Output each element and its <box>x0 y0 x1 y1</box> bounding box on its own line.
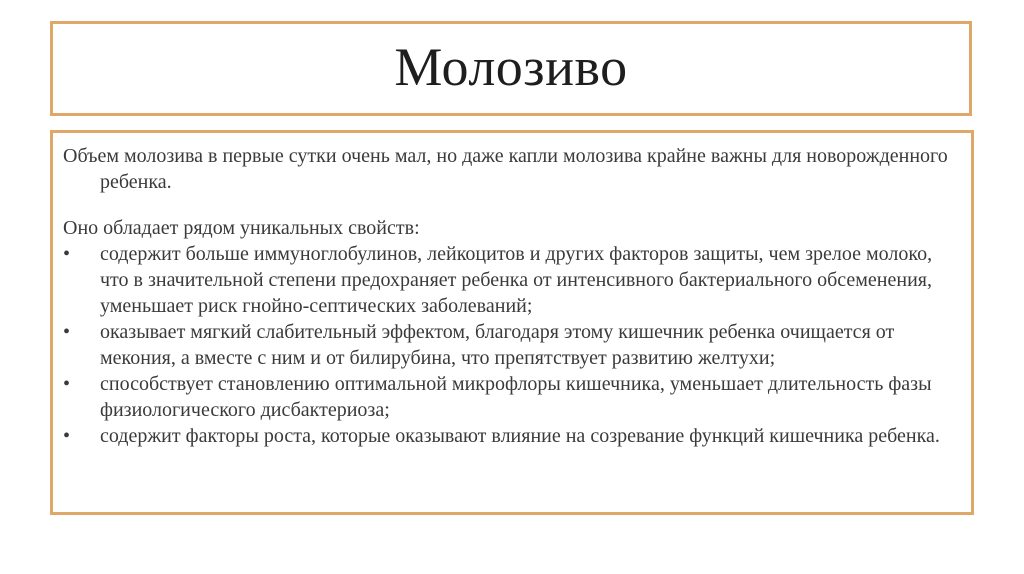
list-item-text: способствует становлению оптимальной микрофлоры кишечника, уменьшает длительность фазы физиологического дисбактериоза; <box>100 373 932 421</box>
content-box <box>50 130 974 515</box>
properties-intro: Оно обладает рядом уникальных свойств: <box>63 217 420 239</box>
list-item-text: содержит факторы роста, которые оказывают влияние на созревание функций кишечника ребенка. <box>100 425 940 447</box>
list-item <box>63 423 959 449</box>
properties-list <box>63 241 959 449</box>
list-item-text: оказывает мягкий слабительный эффектом, благодаря этому кишечник ребенка очищается от мекония, а вместе с ним и от билирубина, что препятствует развитию желтухи; <box>100 321 895 369</box>
list-item <box>63 319 959 371</box>
intro-paragraph: Объем молозива в первые сутки очень мал, но даже капли молозива крайне важны для новорожденного ребенка. <box>63 145 948 193</box>
list-item <box>63 241 959 319</box>
title-box <box>50 21 972 116</box>
bullet-icon: • <box>63 425 71 447</box>
list-item-text: содержит больше иммуноглобулинов, лейкоцитов и других факторов защиты, чем зрелое молоко, что в значительной степени предохраняет ребенка от интенсивного бактериального обсеменения, уменьшает риск гнойно-септических заболеваний; <box>100 243 933 317</box>
bullet-icon: • <box>63 321 71 343</box>
bullet-icon: • <box>63 243 71 265</box>
slide-title: Молозиво <box>394 36 628 97</box>
bullet-icon: • <box>63 373 71 395</box>
list-item <box>63 371 959 423</box>
